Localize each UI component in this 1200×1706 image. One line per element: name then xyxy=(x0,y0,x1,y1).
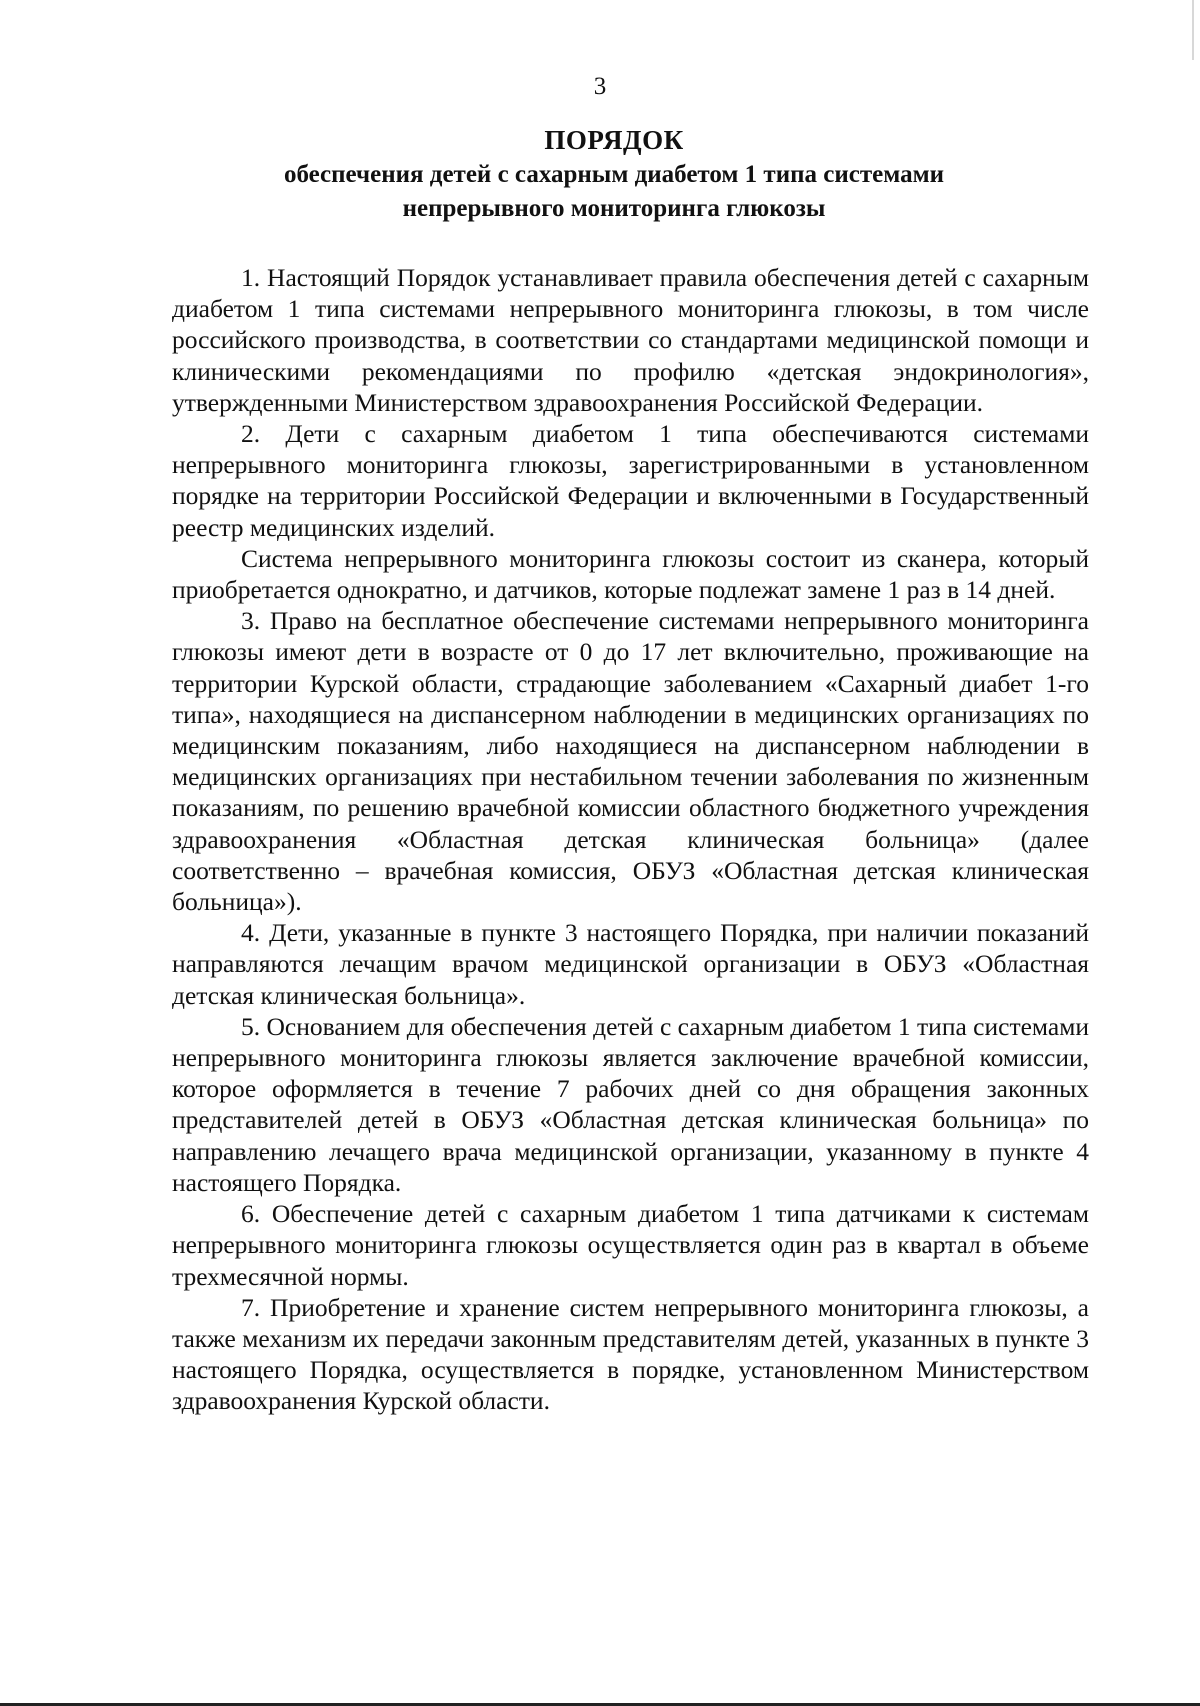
paragraph-7: 7. Приобретение и хранение систем непрерывного мониторинга глюкозы, а также механизм их передачи законным представителям детей, указанных в пункте 3 настоящего Порядка, осуществляется в порядке, установленном Министерством здравоохранения Курской области. xyxy=(172,1292,1089,1416)
paragraph-1: 1. Настоящий Порядок устанавливает правила обеспечения детей с сахарным диабетом 1 типа системами непрерывного мониторинга глюкозы, в том числе российского производства, в соответствии со стандартами медицинской помощи и клиническими рекомендациями по профилю «детская эндокринология», утвержденными Министерством здравоохранения Российской Федерации. xyxy=(172,263,1089,417)
paragraph-2-system: Система непрерывного мониторинга глюкозы состоит из сканера, который приобретается однократно, и датчиков, которые подлежат замене 1 раз в 14 дней. xyxy=(172,543,1089,605)
paragraph-5: 5. Основанием для обеспечения детей с сахарным диабетом 1 типа системами непрерывного мониторинга глюкозы является заключение врачебной комиссии, которое оформляется в течение 7 рабочих дней со дня обращения законных представителей детей в ОБУЗ «Областная детская клиническая больница» по направлению лечащего врача медицинской организации, указанному в пункте 4 настоящего Порядка. xyxy=(172,1011,1089,1197)
paragraph-2: 2. Дети с сахарным диабетом 1 типа обеспечиваются системами непрерывного мониторинга глюкозы, зарегистрированными в установленном порядке на территории Российской Федерации и включенными в Государственный реестр медицинских изделий. xyxy=(172,419,1089,542)
title-main: ПОРЯДОК xyxy=(544,125,684,155)
document-title xyxy=(0,122,1200,226)
paragraph-3: 3. Право на бесплатное обеспечение системами непрерывного мониторинга глюкозы имеют дети в возрасте от 0 до 17 лет включительно, проживающие на территории Курской области, страдающие заболеванием «Сахарный диабет 1-го типа», находящиеся на диспансерном наблюдении в медицинских организациях по медицинским показаниям, либо находящиеся на диспансерном наблюдении в медицинских организациях при нестабильном течении заболевания по жизненным показаниям, по решению врачебной комиссии областного бюджетного учреждения здравоохранения «Областная детская клиническая больница» (далее соответственно – врачебная комиссия, ОБУЗ «Областная детская клиническая больница»). xyxy=(172,606,1089,917)
title-line-2: непрерывного мониторинга глюкозы xyxy=(402,195,826,222)
document-body xyxy=(172,262,1089,1417)
scan-edge-mark xyxy=(1192,0,1194,60)
paragraph-4: 4. Дети, указанные в пункте 3 настоящего Порядка, при наличии показаний направляются лечащим врачом медицинской организации в ОБУЗ «Областная детская клиническая больница». xyxy=(172,918,1089,1010)
paragraph-6: 6. Обеспечение детей с сахарным диабетом 1 типа датчиками к системам непрерывного мониторинга глюкозы осуществляется один раз в квартал в объеме трехмесячной нормы. xyxy=(172,1199,1089,1291)
title-line-1: обеспечения детей с сахарным диабетом 1 типа системами xyxy=(283,161,945,188)
page-number: 3 xyxy=(593,73,607,100)
